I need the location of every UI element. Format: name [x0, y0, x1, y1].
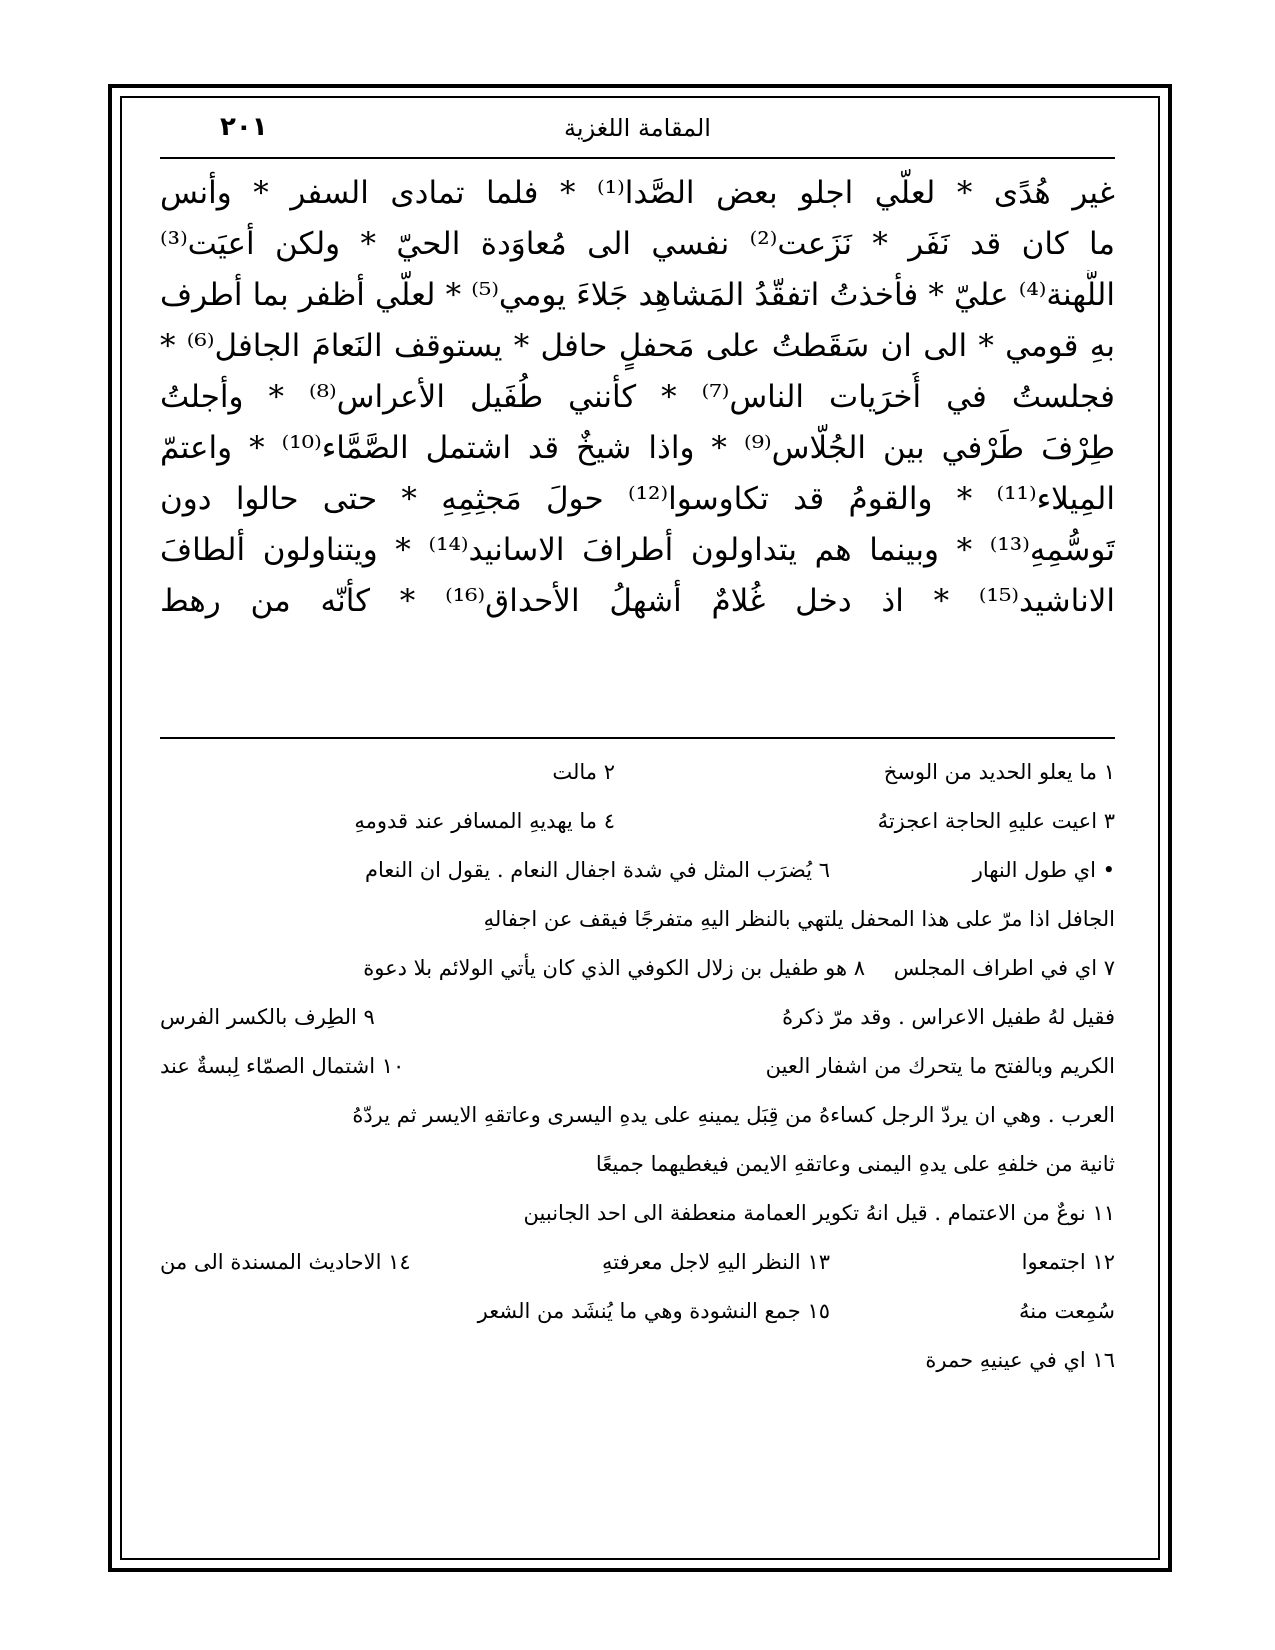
footnotes — [160, 748, 1115, 1385]
footnote-row — [160, 1287, 1115, 1336]
footnote-6: ٦ يُضرَب المثل في شدة اجفال النعام . يقول ان النعام — [364, 858, 830, 882]
footnote-10-cont-2: ثانية من خلفهِ على يدهِ اليمنى وعاتقهِ الايمن فيغطيهما جميعًا — [595, 1152, 1115, 1176]
footnote-4: ٤ ما يهديهِ المسافر عند قدومهِ — [354, 809, 615, 833]
footnote-row — [160, 1336, 1115, 1385]
footnote-8: ٨ هو طفيل بن زلال الكوفي الذي كان يأتي الولائم بلا دعوة — [363, 956, 865, 980]
main-text — [160, 168, 1115, 728]
footnote-7: ٧ اي في اطراف المجلس — [893, 956, 1115, 980]
text-line: ما كان قد نَفَر * نَزَعت⁽²⁾ نفسي الى مُعاوَدة الحيّ * ولكن أعيَت⁽³⁾ — [160, 226, 1115, 262]
footnote-12: ١٢ اجتمعوا — [1021, 1250, 1115, 1274]
footnote-row — [160, 1238, 1115, 1287]
footnote-8-cont: فقيل لهُ طفيل الاعراس . وقد مرّ ذكرهُ — [782, 1005, 1115, 1029]
footnote-11: ١١ نوعٌ من الاعتمام . قيل انهُ تكوير العمامة منعطفة الى احد الجانبين — [523, 1201, 1115, 1225]
text-line: تَوسُّمِهِ⁽¹³⁾ * وبينما هم يتداولون أطرافَ الاسانيد⁽¹⁴⁾ * ويتناولون ألطافَ — [160, 532, 1115, 568]
footnote-16: ١٦ اي في عينيهِ حمرة — [925, 1348, 1115, 1372]
footnote-14-cont: سُمِعت منهُ — [1018, 1299, 1115, 1323]
footnote-10-cont: العرب . وهي ان يردّ الرجل كساءهُ من قِبَل يمينهِ على يدهِ اليسرى وعاتقهِ الايسر ثم يردّهُ — [352, 1103, 1115, 1127]
footnote-row — [160, 797, 1115, 846]
footnote-row — [160, 944, 1115, 993]
footnote-9-cont: الكريم وبالفتح ما يتحرك من اشفار العين — [765, 1054, 1115, 1078]
footnote-10: ١٠ اشتمال الصمّاء لِبسةٌ عند — [160, 1054, 405, 1078]
footnote-row — [160, 1189, 1115, 1238]
footnote-row — [160, 993, 1115, 1042]
header-rule — [160, 157, 1115, 159]
page-number: ٢٠١ — [220, 112, 268, 142]
footnote-3: ٣ اعيت عليهِ الحاجة اعجزتهُ — [877, 809, 1115, 833]
footnote-13: ١٣ النظر اليهِ لاجل معرفتهِ — [602, 1250, 830, 1274]
text-line: اللُّهنة⁽⁴⁾ عليّ * فأخذتُ اتفقّدُ المَشاهِد جَلاءَ يومي⁽⁵⁾ * لعلّي أظفر بما أطرف — [160, 277, 1115, 313]
text-line: الاناشيد⁽¹⁵⁾ * اذ دخل غُلامٌ أشهلُ الأحداق⁽¹⁶⁾ * كأنّه من رهط — [160, 583, 1115, 619]
footnote-continuation — [160, 895, 1115, 944]
footnote-1: ١ ما يعلو الحديد من الوسخ — [883, 760, 1115, 784]
text-line: المِيلاء⁽¹¹⁾ * والقومُ قد تكاوسوا⁽¹²⁾ حولَ مَجثِمِهِ * حتى حالوا دون — [160, 481, 1115, 517]
footnote-6-cont: الجافل اذا مرّ على هذا المحفل يلتهي بالنظر اليهِ متفرجًا فيقف عن اجفالهِ — [483, 907, 1115, 931]
footnote-5: • اي طول النهار — [972, 858, 1115, 882]
footnote-2: ٢ مالت — [552, 760, 615, 784]
footnote-continuation — [160, 1140, 1115, 1189]
text-line: غير هُدًى * لعلّي اجلو بعض الصَّدا⁽¹⁾ * فلما تمادى السفر * وأنس — [160, 175, 1115, 211]
footnote-row — [160, 748, 1115, 797]
footnote-14: ١٤ الاحاديث المسندة الى من — [160, 1250, 411, 1274]
footnote-rule — [160, 737, 1115, 739]
text-line: فجلستُ في أُخرَيات الناس⁽⁷⁾ * كأنني طُفَيل الأعراس⁽⁸⁾ * وأجلتُ — [160, 379, 1115, 415]
footnote-row — [160, 1042, 1115, 1091]
footnote-9: ٩ الطِرف بالكسر الفرس — [160, 1005, 375, 1029]
footnote-continuation — [160, 1091, 1115, 1140]
footnote-row — [160, 846, 1115, 895]
running-title: المقامة اللغزية — [564, 114, 711, 142]
footnote-15: ١٥ جمع النشودة وهي ما يُنشَد من الشعر — [477, 1299, 830, 1323]
page-header — [150, 112, 1125, 152]
text-line: بهِ قومي * الى ان سَقَطتُ على مَحفلٍ حافل * يستوقف النَعامَ الجافل⁽⁶⁾ * — [160, 328, 1115, 364]
text-line: طِرْفَ طَرْفي بين الجُلّاس⁽⁹⁾ * واذا شيخٌ قد اشتمل الصَّمَّاء⁽¹⁰⁾ * واعتمّ — [160, 430, 1115, 466]
